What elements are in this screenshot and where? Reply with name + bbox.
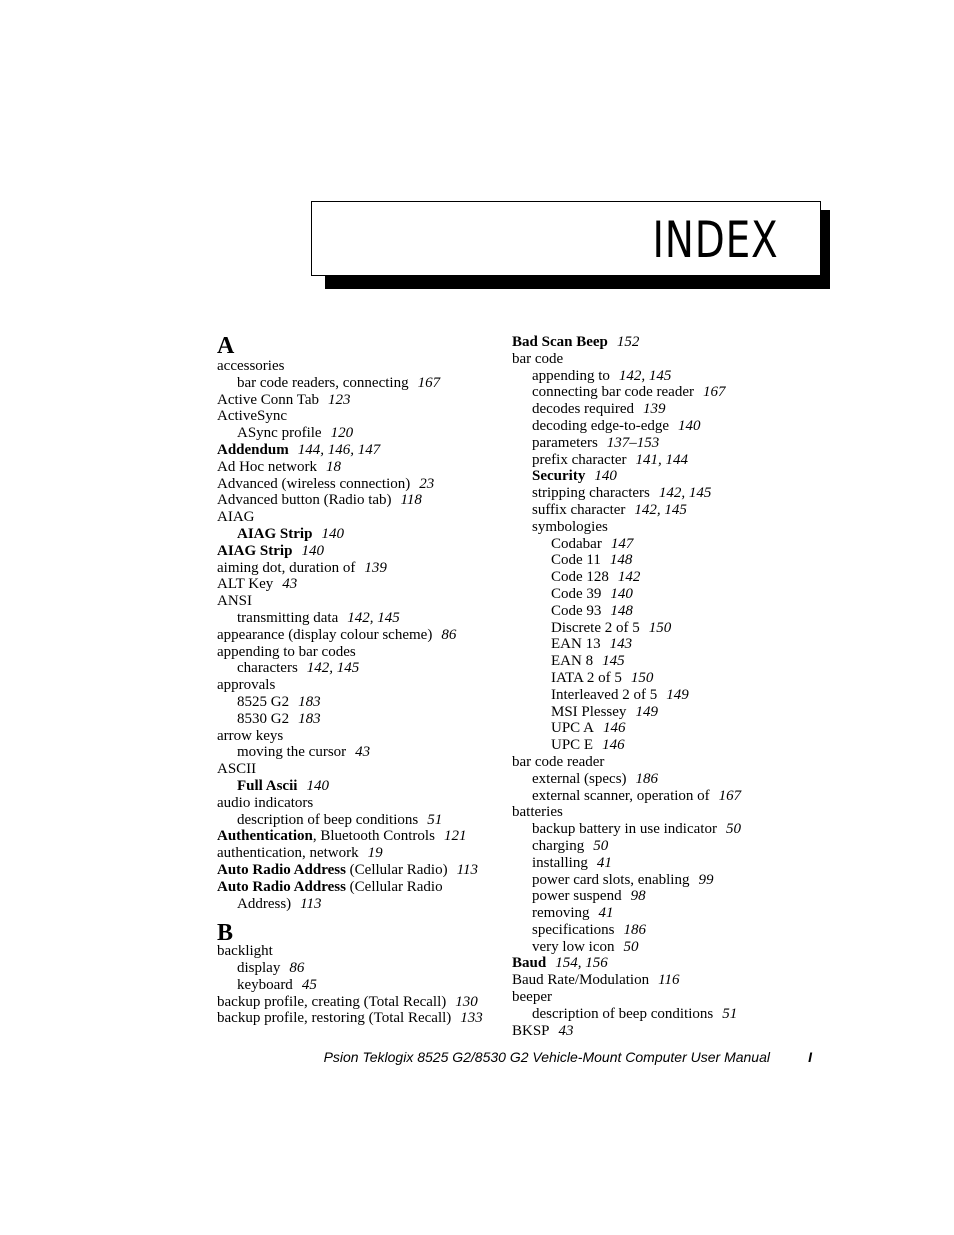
index-entry-term: Discrete 2 of 5 — [551, 619, 640, 636]
index-entry-term: beeper — [512, 989, 552, 1006]
index-entry-pages: 43 — [558, 1022, 574, 1039]
index-entry — [512, 519, 792, 536]
index-entry-term: backup profile, restoring (Total Recall) — [217, 1010, 452, 1027]
index-entry — [512, 368, 792, 385]
index-entry — [512, 872, 792, 889]
index-entry-pages: 50 — [725, 821, 741, 838]
index-entry-term: Advanced (wireless connection) — [217, 475, 411, 492]
index-entry-term: keyboard — [237, 976, 293, 993]
index-entry-term: bar code readers, connecting — [237, 374, 409, 391]
index-entry-pages: 145 — [602, 653, 625, 670]
index-entry — [217, 459, 497, 476]
index-entry — [217, 711, 497, 728]
index-entry — [217, 677, 497, 694]
index-entry — [217, 358, 497, 375]
index-entry — [512, 536, 792, 553]
index-entry — [512, 905, 792, 922]
index-entry — [512, 351, 792, 368]
index-entry-term: power suspend — [532, 888, 622, 905]
index-entry-term: description of beep conditions — [237, 811, 419, 828]
index-entry — [512, 855, 792, 872]
index-entry-pages: 23 — [419, 475, 435, 492]
index-column-right — [512, 334, 792, 1039]
index-entry-term: Active Conn Tab — [217, 391, 319, 408]
index-entry — [217, 375, 497, 392]
index-entry — [217, 576, 497, 593]
index-entry — [512, 972, 792, 989]
index-entry — [217, 476, 497, 493]
index-entry-term: (Cellular Radio Address) — [237, 878, 443, 912]
index-entry-term: connecting bar code reader — [532, 384, 694, 401]
index-entry-pages: 142, 145 — [618, 367, 672, 384]
index-entry-term: Code 11 — [551, 552, 601, 569]
index-entry-pages: 137–153 — [606, 434, 660, 451]
index-entry-term: bar code reader — [512, 753, 605, 770]
index-entry-pages: 142, 145 — [634, 501, 687, 518]
index-entry-pages: 183 — [298, 710, 321, 727]
index-entry-term: external (specs) — [532, 770, 627, 787]
index-entry-term: decodes required — [532, 401, 635, 418]
index-entry-term: Code 93 — [551, 602, 602, 619]
index-entry-term: Baud Rate/Modulation — [512, 972, 650, 989]
index-entry — [512, 384, 792, 401]
index-entry-term: prefix character — [532, 451, 627, 468]
index-entry — [512, 821, 792, 838]
index-entry-term: display — [237, 960, 281, 977]
index-entry — [512, 452, 792, 469]
index-entry — [217, 660, 497, 677]
index-entry-pages: 183 — [298, 693, 321, 710]
index-entry-pages: 139 — [643, 401, 666, 418]
index-entry-term: UPC A — [551, 720, 594, 737]
index-entry-term: UPC E — [551, 737, 594, 754]
index-entry — [512, 687, 792, 704]
index-entry-term: very low icon — [532, 938, 615, 955]
index-entry-pages: 86 — [441, 626, 457, 643]
index-entry-pages: 113 — [456, 861, 478, 878]
index-entry — [217, 1010, 497, 1027]
index-entry — [512, 485, 792, 502]
index-entry-term-bold: Auto Radio Address — [217, 861, 346, 878]
index-entry-term: transmitting data — [237, 609, 339, 626]
index-entry-pages: 167 — [703, 384, 726, 401]
index-entry-term-bold: Full Ascii — [237, 777, 298, 794]
footer-manual-title: Psion Teklogix 8525 G2/8530 G2 Vehicle-Mount Computer User Manual — [323, 1049, 770, 1065]
index-entry-pages: 130 — [455, 993, 478, 1010]
index-entry-term: appearance (display colour scheme) — [217, 626, 433, 643]
index-entry-pages: 50 — [623, 938, 639, 955]
index-entry-term: ANSI — [217, 593, 253, 610]
index-entry — [217, 644, 497, 661]
index-entry-term-bold: Auto Radio Address — [217, 878, 346, 895]
index-entry — [217, 960, 497, 977]
index-entry-term: 8525 G2 — [237, 693, 290, 710]
index-entry-pages: 116 — [658, 972, 680, 989]
index-entry-term: MSI Plessey — [551, 703, 627, 720]
index-entry-term: ActiveSync — [217, 408, 287, 425]
index-entry-term: IATA 2 of 5 — [551, 669, 622, 686]
index-entry-pages: 140 — [678, 417, 701, 434]
index-entry — [512, 939, 792, 956]
index-entry-term: decoding edge-to-edge — [532, 417, 670, 434]
index-entry-pages: 43 — [282, 576, 298, 593]
index-entry-term: aiming dot, duration of — [217, 559, 356, 576]
index-entry-pages: 150 — [630, 669, 654, 686]
index-entry — [217, 828, 497, 845]
index-entry-term: charging — [532, 837, 585, 854]
index-entry — [512, 636, 792, 653]
index-entry-pages: 146 — [602, 737, 625, 754]
page-title: INDEX — [652, 211, 778, 269]
index-entry-term: audio indicators — [217, 794, 314, 811]
index-entry — [512, 1023, 792, 1040]
index-entry — [512, 569, 792, 586]
index-entry-term-bold: Authentication — [217, 828, 313, 845]
index-entry — [512, 922, 792, 939]
index-entry-term: Code 128 — [551, 569, 609, 586]
index-entry-term: specifications — [532, 921, 615, 938]
index-entry — [217, 795, 497, 812]
index-entry-pages: 186 — [623, 921, 646, 938]
index-column-left — [217, 334, 497, 1027]
index-entry-term: arrow keys — [217, 727, 284, 744]
index-entry-pages: 41 — [598, 905, 614, 922]
index-entry — [217, 509, 497, 526]
index-entry-pages: 150 — [648, 619, 672, 636]
index-entry — [217, 744, 497, 761]
index-entry — [512, 552, 792, 569]
index-entry-pages: 120 — [330, 425, 354, 442]
index-entry — [217, 610, 497, 627]
index-entry-pages: 118 — [400, 492, 422, 509]
index-entry — [512, 754, 792, 771]
index-entry-term: stripping characters — [532, 485, 650, 502]
index-entry — [217, 492, 497, 509]
index-entry-term: , Bluetooth Controls — [312, 828, 435, 845]
index-entry — [512, 468, 792, 485]
index-entry-pages: 140 — [610, 585, 633, 602]
index-entry-pages: 41 — [596, 854, 612, 871]
index-entry — [217, 694, 497, 711]
index-entry-term: moving the cursor — [237, 744, 347, 761]
index-entry — [217, 408, 497, 425]
index-entry-term: batteries — [512, 804, 563, 821]
index-entry-term: characters — [237, 660, 298, 677]
index-entry-pages: 148 — [609, 552, 633, 569]
page-footer — [323, 1047, 812, 1067]
index-entry-pages: 113 — [300, 895, 322, 912]
index-entry — [512, 888, 792, 905]
index-entry-pages: 152 — [616, 334, 640, 350]
index-entry-term: EAN 8 — [551, 653, 594, 670]
index-entry — [217, 392, 497, 409]
index-entry-pages: 50 — [593, 837, 609, 854]
index-entry-pages: 149 — [666, 686, 689, 703]
index-entry-pages: 142, 145 — [347, 609, 400, 626]
index-entry-term: installing — [532, 854, 588, 871]
index-entry — [512, 804, 792, 821]
index-entry — [217, 812, 497, 829]
index-entry-term-bold: Addendum — [217, 441, 289, 458]
index-entry-term: BKSP — [512, 1022, 550, 1039]
index-entry — [512, 704, 792, 721]
index-entry-pages: 140 — [321, 525, 344, 542]
index-entry — [217, 627, 497, 644]
index-entry-pages: 142, 145 — [306, 660, 360, 677]
title-box — [311, 201, 821, 276]
index-entry-pages: 186 — [635, 770, 659, 787]
index-entry — [217, 845, 497, 862]
index-entry-term-bold: Security — [532, 468, 586, 485]
index-entry — [217, 593, 497, 610]
index-entry — [512, 771, 792, 788]
index-entry — [512, 334, 792, 351]
index-entry — [217, 862, 497, 879]
index-entry-term: power card slots, enabling — [532, 871, 690, 888]
index-entry — [217, 728, 497, 745]
index-entry-pages: 18 — [325, 458, 341, 475]
index-entry-pages: 142 — [617, 569, 641, 586]
footer-page-number: I — [808, 1049, 812, 1065]
index-entry — [512, 620, 792, 637]
index-entry-term: EAN 13 — [551, 636, 601, 653]
index-entry-term: bar code — [512, 350, 564, 367]
index-entry-term: backlight — [217, 943, 273, 960]
index-entry-pages: 143 — [609, 636, 633, 653]
index-entry-pages: 146 — [602, 720, 626, 737]
index-entry — [512, 788, 792, 805]
index-entry-term: removing — [532, 905, 590, 922]
index-entry-term: ASCII — [217, 761, 257, 778]
index-entry — [512, 418, 792, 435]
index-entry — [512, 955, 792, 972]
index-entry-pages: 123 — [328, 391, 351, 408]
index-entry — [512, 737, 792, 754]
index-entry-pages: 167 — [417, 374, 441, 391]
index-entry-term: accessories — [217, 358, 285, 374]
index-section-letter: A — [217, 333, 235, 359]
index-entry-pages: 144, 146, 147 — [297, 441, 381, 458]
index-entry-pages: 149 — [635, 703, 658, 720]
index-entry — [512, 720, 792, 737]
index-entry-term: suffix character — [532, 501, 626, 518]
index-entry — [512, 401, 792, 418]
index-entry-term-bold: Baud — [512, 955, 547, 972]
index-entry — [217, 977, 497, 994]
index-entry-pages: 51 — [427, 811, 443, 828]
index-entry-pages: 121 — [443, 828, 467, 845]
index-entry — [512, 653, 792, 670]
index-entry-pages: 167 — [718, 787, 742, 804]
index-entry — [217, 425, 497, 442]
index-entry-term: Codabar — [551, 535, 602, 552]
index-entry-pages: 142, 145 — [658, 485, 712, 502]
index-entry-pages: 133 — [460, 1010, 483, 1027]
index-entry-term: Interleaved 2 of 5 — [551, 686, 658, 703]
index-entry-term-bold: AIAG Strip — [237, 525, 313, 542]
index-entry — [512, 435, 792, 452]
index-entry-term: backup profile, creating (Total Recall) — [217, 993, 447, 1010]
index-entry-term: approvals — [217, 677, 276, 694]
index-entry-term: appending to bar codes — [217, 643, 356, 660]
index-entry — [217, 761, 497, 778]
index-entry-term: ALT Key — [217, 576, 274, 593]
index-entry-term: description of beep conditions — [532, 1005, 714, 1022]
index-entry-pages: 43 — [355, 744, 371, 761]
index-entry — [217, 879, 497, 913]
index-entry-pages: 141, 144 — [635, 451, 689, 468]
index-entry-pages: 86 — [289, 960, 305, 977]
index-entry-term: external scanner, operation of — [532, 787, 710, 804]
index-entry-pages: 147 — [610, 535, 634, 552]
index-entry — [217, 543, 497, 560]
index-entry — [217, 994, 497, 1011]
index-entry-term: 8530 G2 — [237, 710, 290, 727]
index-entry-term: Code 39 — [551, 585, 602, 602]
index-entry-pages: 148 — [610, 602, 633, 619]
index-entry-term: Ad Hoc network — [217, 458, 317, 475]
index-entry-pages: 19 — [367, 845, 383, 862]
index-entry-pages: 51 — [722, 1005, 738, 1022]
index-section-letter: B — [217, 920, 234, 947]
index-entry-pages: 154, 156 — [555, 955, 608, 972]
index-entry — [512, 1006, 792, 1023]
index-entry-term: backup battery in use indicator — [532, 821, 717, 838]
index-entry — [512, 586, 792, 603]
index-entry-pages: 98 — [630, 888, 646, 905]
index-entry-pages: 140 — [306, 777, 329, 794]
index-entry-term: AIAG — [217, 509, 255, 526]
index-entry — [512, 989, 792, 1006]
index-entry-term: ASync profile — [237, 425, 322, 442]
index-entry-term-bold: AIAG Strip — [217, 542, 293, 559]
index-entry-pages: 45 — [301, 976, 317, 993]
index-entry — [512, 670, 792, 687]
index-entry-term: authentication, network — [217, 845, 359, 862]
index-entry-pages: 139 — [364, 559, 387, 576]
index-entry-term-bold: Bad Scan Beep — [512, 334, 608, 350]
index-entry — [217, 560, 497, 577]
index-entry-pages: 140 — [594, 468, 617, 485]
index-entry — [217, 442, 497, 459]
index-entry — [217, 526, 497, 543]
index-entry — [512, 603, 792, 620]
index-entry-pages: 99 — [698, 871, 714, 888]
index-entry — [217, 943, 497, 960]
index-entry-term: parameters — [532, 434, 598, 451]
index-entry — [512, 838, 792, 855]
index-entry — [512, 502, 792, 519]
index-entry-term: Advanced button (Radio tab) — [217, 492, 392, 509]
index-entry-term: appending to — [532, 367, 610, 384]
index-entry-term: (Cellular Radio) — [345, 861, 448, 878]
index-entry-pages: 140 — [301, 542, 324, 559]
index-entry-term: symbologies — [532, 518, 608, 535]
index-entry — [217, 778, 497, 795]
